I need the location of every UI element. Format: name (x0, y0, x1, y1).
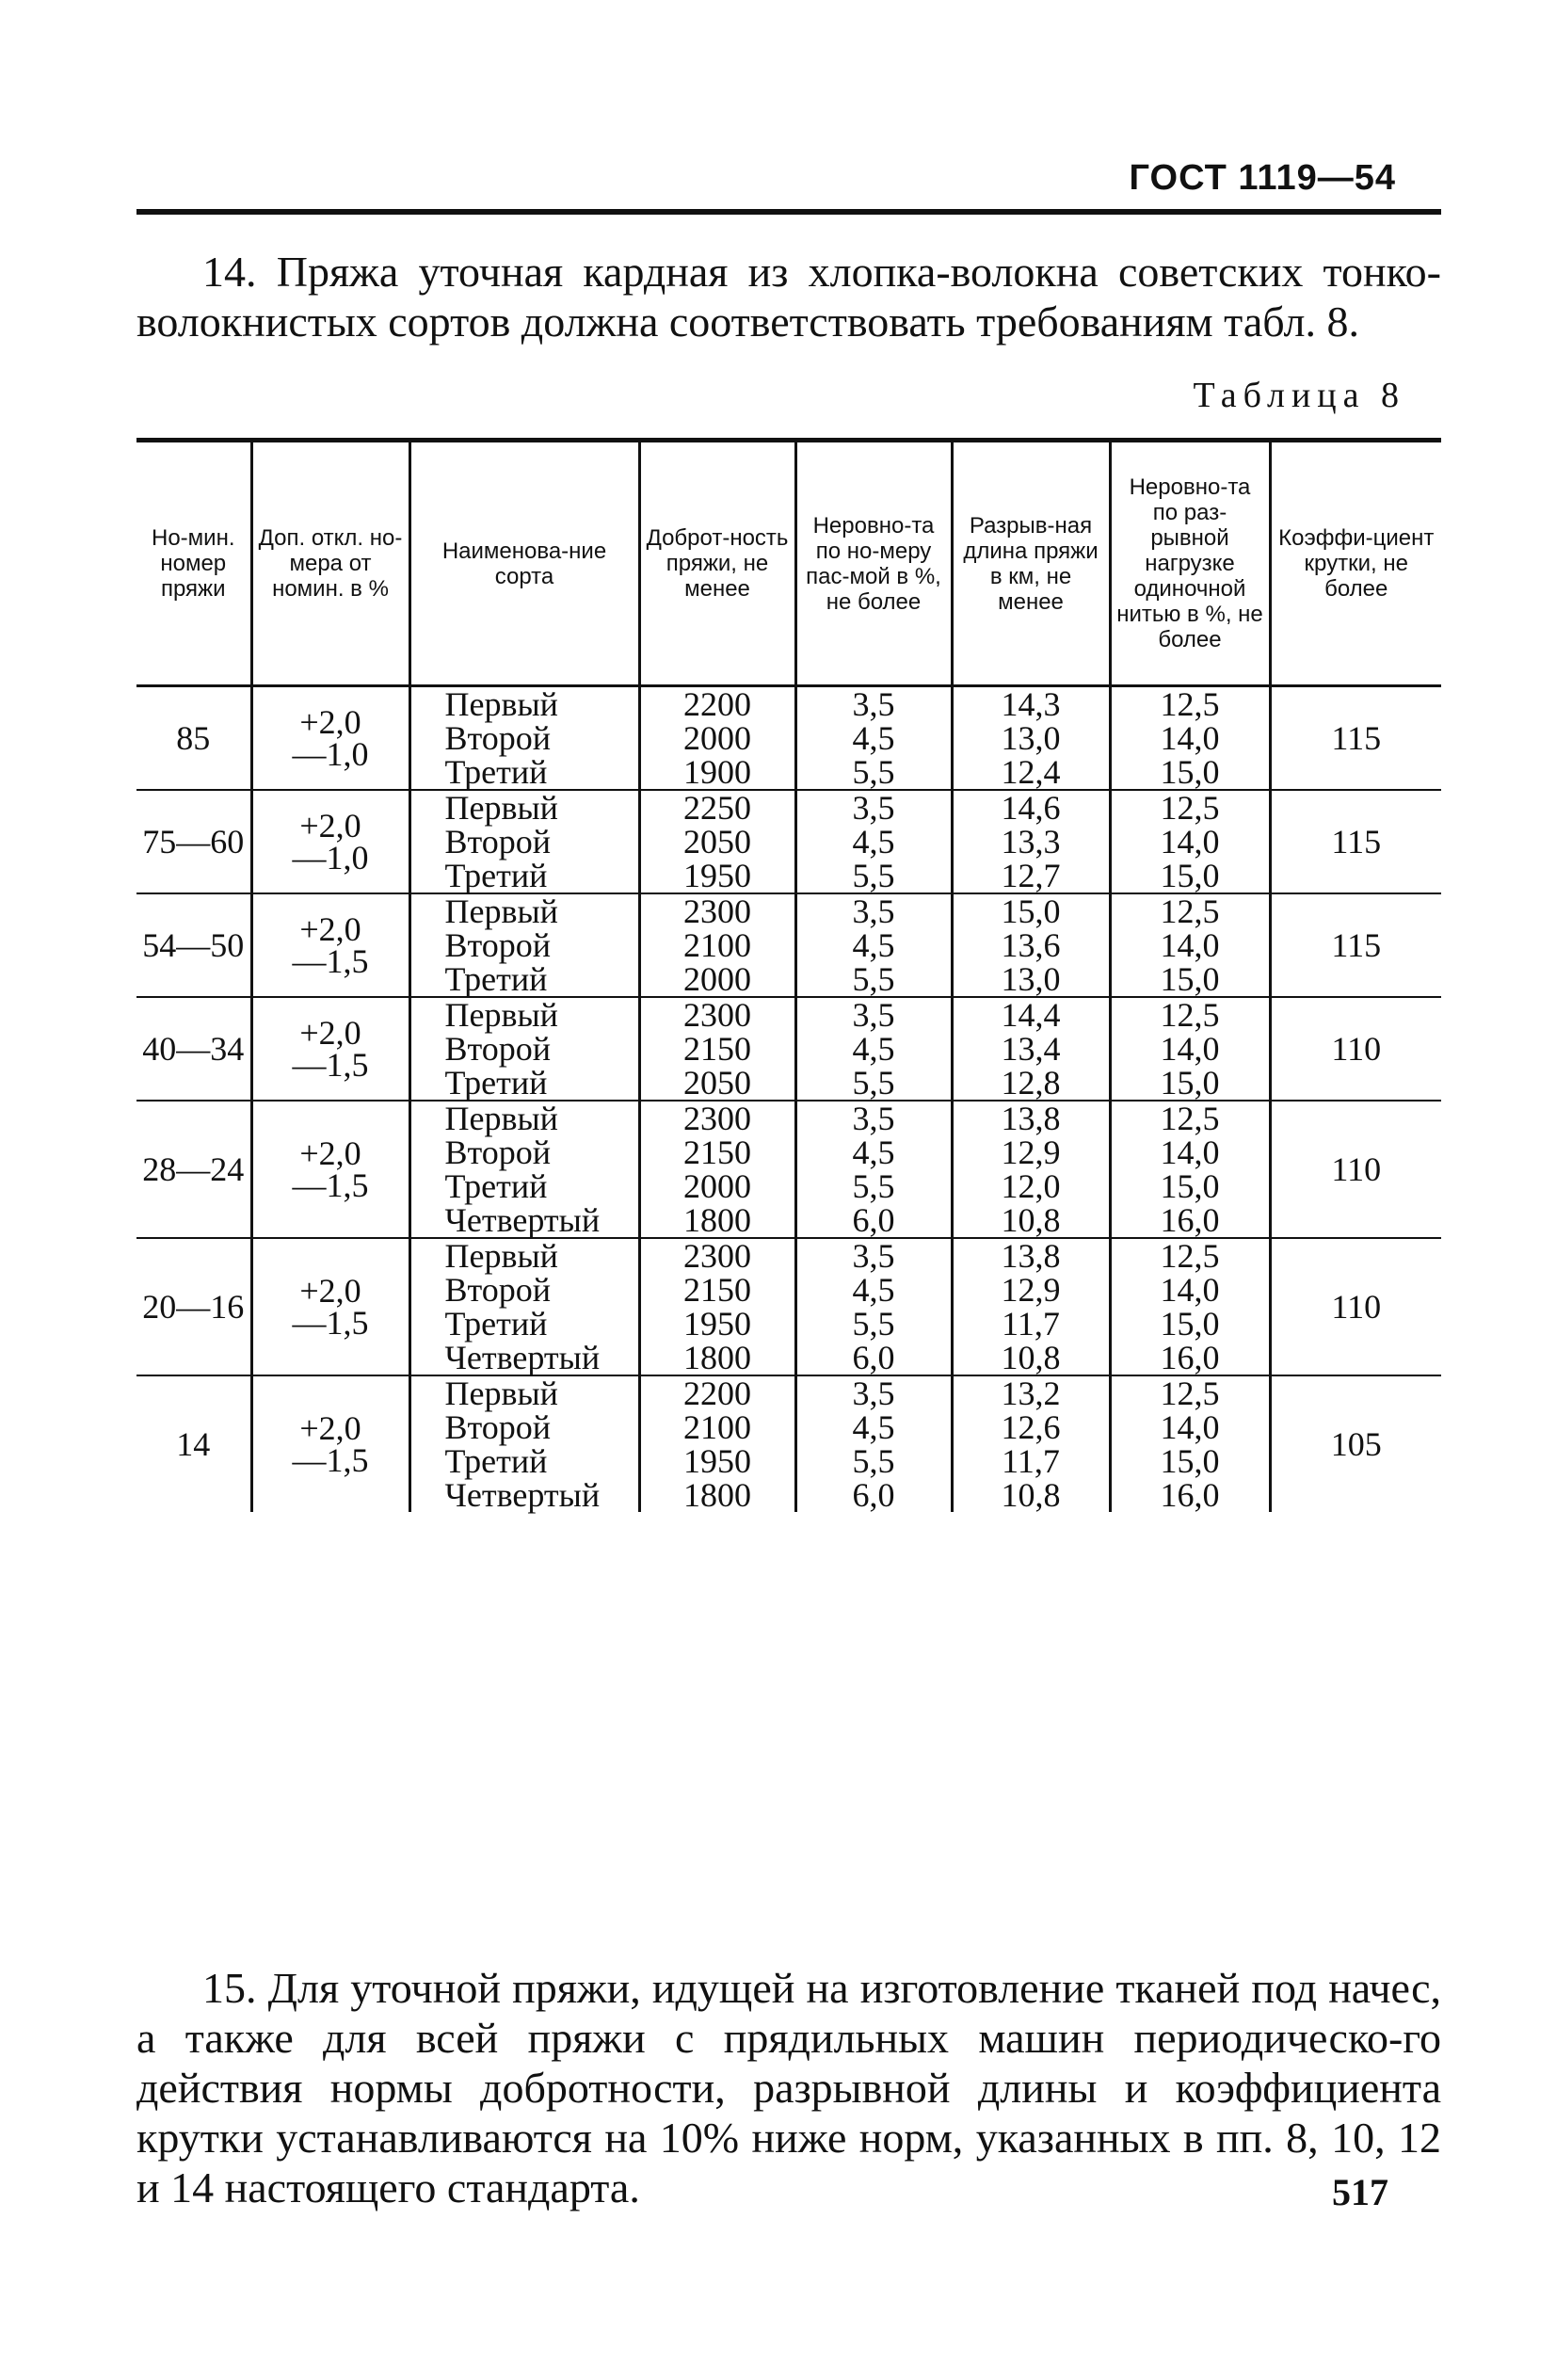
tolerance-cell (251, 893, 409, 997)
tolerance-plus: +2,0 (299, 1409, 361, 1447)
header-breaking-length: Разрыв-ная длина пряжи в км, не менее (952, 441, 1110, 686)
twist-coefficient-cell: 105 (1270, 1375, 1441, 1512)
tolerance-plus: +2,0 (299, 910, 361, 948)
unevenness-count-cell: 3,5 4,5 5,5 6,0 (795, 1101, 952, 1238)
grade-names-cell: Первый Второй Третий Четвертый (409, 1375, 639, 1512)
unevenness-count-cell: 3,5 4,5 5,5 6,0 (795, 1375, 952, 1512)
nominal-number-cell: 85 (136, 686, 251, 791)
breaking-length-cell: 14,3 13,0 12,4 (952, 686, 1110, 791)
table-row (136, 1238, 1441, 1375)
quality-cell: 2250 2050 1950 (639, 790, 795, 893)
nominal-number-cell: 40—34 (136, 997, 251, 1101)
tolerance-minus: —1,5 (292, 1046, 369, 1084)
unevenness-load-cell: 12,5 14,0 15,0 16,0 (1110, 1238, 1270, 1375)
breaking-length-cell: 13,8 12,9 12,0 10,8 (952, 1101, 1110, 1238)
nominal-number-cell: 20—16 (136, 1238, 251, 1375)
grade-names-cell: Первый Второй Третий Четвертый (409, 1238, 639, 1375)
table-row (136, 790, 1441, 893)
header-unevenness-count: Неровно-та по но-меру пас-мой в %, не более (795, 441, 952, 686)
tolerance-minus: —1,5 (292, 1441, 369, 1479)
paragraph-15 (136, 1963, 1441, 2212)
grade-names-cell: Первый Второй Третий (409, 997, 639, 1101)
breaking-length-cell: 13,2 12,6 11,7 10,8 (952, 1375, 1110, 1512)
table-row (136, 893, 1441, 997)
grade-names-cell: Первый Второй Третий Четвертый (409, 1101, 639, 1238)
tolerance-minus: —1,5 (292, 1166, 369, 1204)
header-tolerance: Доп. откл. но-мера от номин. в % (251, 441, 409, 686)
tolerance-minus: —1,5 (292, 942, 369, 980)
tolerance-cell (251, 997, 409, 1101)
document-id: ГОСТ 1119—54 (1129, 158, 1396, 198)
tolerance-plus: +2,0 (299, 807, 361, 844)
twist-coefficient-cell: 110 (1270, 997, 1441, 1101)
unevenness-load-cell: 12,5 14,0 15,0 (1110, 790, 1270, 893)
breaking-length-cell: 14,6 13,3 12,7 (952, 790, 1110, 893)
quality-cell: 2200 2000 1900 (639, 686, 795, 791)
quality-cell: 2300 2150 2050 (639, 997, 795, 1101)
table-row (136, 997, 1441, 1101)
table-row (136, 686, 1441, 791)
table-caption: Таблица 8 (1193, 376, 1405, 415)
table-header-row (136, 441, 1441, 686)
tolerance-cell (251, 686, 409, 791)
unevenness-count-cell: 3,5 4,5 5,5 (795, 893, 952, 997)
twist-coefficient-cell: 110 (1270, 1238, 1441, 1375)
header-rule (136, 209, 1441, 215)
grade-names-cell: Первый Второй Третий (409, 790, 639, 893)
nominal-number-cell: 14 (176, 1425, 211, 1463)
unevenness-load-cell: 12,5 14,0 15,0 (1110, 893, 1270, 997)
table-row (136, 1375, 1441, 1512)
unevenness-count-cell: 3,5 4,5 5,5 6,0 (795, 1238, 952, 1375)
twist-coefficient-cell: 115 (1270, 790, 1441, 893)
breaking-length-cell: 14,4 13,4 12,8 (952, 997, 1110, 1101)
paragraph-15-text: 15. Для уточной пряжи, идущей на изготовление тканей под начес, а также для всей пряжи с прядильных машин периодическо-го действия нормы добротности, разрывной длины и коэффициента крутки устанавливаются на 10% ниже норм, указанных в пп. 8, 10, 12 и 14 настоящего стандарта. (136, 1964, 1441, 2211)
header-twist-coefficient: Коэффи-циент крутки, не более (1270, 441, 1441, 686)
tolerance-cell (251, 1375, 409, 1512)
tolerance-plus: +2,0 (299, 703, 361, 741)
tolerance-minus: —1,0 (292, 839, 369, 876)
tolerance-plus: +2,0 (299, 1272, 361, 1310)
twist-coefficient-cell: 110 (1270, 1101, 1441, 1238)
quality-cell: 2300 2150 1950 1800 (639, 1238, 795, 1375)
breaking-length-cell: 15,0 13,6 13,0 (952, 893, 1110, 997)
unevenness-load-cell: 12,5 14,0 15,0 16,0 (1110, 1375, 1270, 1512)
tolerance-cell (251, 1238, 409, 1375)
table-row (136, 1101, 1441, 1238)
paragraph-14 (136, 247, 1441, 346)
table-8 (136, 438, 1441, 1911)
unevenness-count-cell: 3,5 4,5 5,5 (795, 997, 952, 1101)
unevenness-count-cell: 3,5 4,5 5,5 (795, 790, 952, 893)
page-number: 517 (1332, 2171, 1388, 2213)
tolerance-cell (251, 790, 409, 893)
unevenness-load-cell: 12,5 14,0 15,0 (1110, 997, 1270, 1101)
nominal-number-cell: 54—50 (136, 893, 251, 997)
tolerance-plus: +2,0 (299, 1134, 361, 1172)
grade-names-cell: Первый Второй Третий (409, 686, 639, 791)
twist-coefficient-cell: 115 (1270, 893, 1441, 997)
header-grade-name: Наименова-ние сорта (409, 441, 639, 686)
header-unevenness-load: Неровно-та по раз-рывной нагрузке одиночной нитью в %, не более (1110, 441, 1270, 686)
yarn-requirements-table (136, 438, 1441, 1512)
tolerance-cell (251, 1101, 409, 1238)
header-quality: Доброт-ность пряжи, не менее (639, 441, 795, 686)
quality-cell: 2300 2100 2000 (639, 893, 795, 997)
tolerance-minus: —1,0 (292, 735, 369, 773)
nominal-number-cell: 75—60 (136, 790, 251, 893)
quality-cell: 2300 2150 2000 1800 (639, 1101, 795, 1238)
nominal-number-cell: 28—24 (136, 1101, 251, 1238)
paragraph-14-text: 14. Пряжа уточная кардная из хлопка-волокна советских тонко-волокнистых сортов должна соответствовать требованиям табл. 8. (136, 248, 1441, 346)
unevenness-load-cell: 12,5 14,0 15,0 (1110, 686, 1270, 791)
unevenness-load-cell: 12,5 14,0 15,0 16,0 (1110, 1101, 1270, 1238)
tolerance-plus: +2,0 (299, 1014, 361, 1052)
table-body (136, 686, 1441, 1513)
tolerance-minus: —1,5 (292, 1304, 369, 1342)
header-nominal-number: Но-мин. номер пряжи (136, 441, 251, 686)
quality-cell: 2200 2100 1950 1800 (639, 1375, 795, 1512)
twist-coefficient-cell: 115 (1270, 686, 1441, 791)
unevenness-count-cell: 3,5 4,5 5,5 (795, 686, 952, 791)
breaking-length-cell: 13,8 12,9 11,7 10,8 (952, 1238, 1110, 1375)
grade-names-cell: Первый Второй Третий (409, 893, 639, 997)
